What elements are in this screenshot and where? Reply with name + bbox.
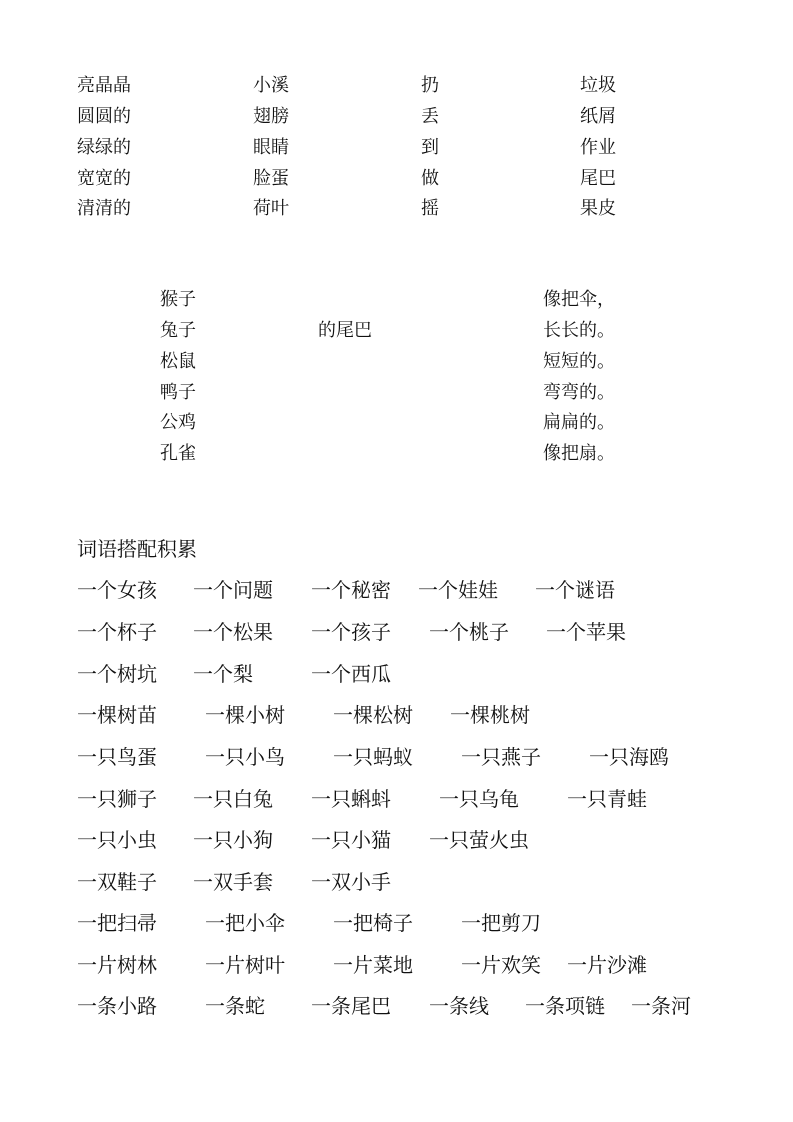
phrase: 一棵树苗 [77, 703, 157, 727]
phrase: 一把扫帚 [77, 911, 157, 935]
phrase: 一个梨 [193, 662, 253, 686]
phrase: 一片树叶 [205, 953, 285, 977]
phrase: 一把剪刀 [461, 911, 541, 935]
tail-description: 弯弯的。 [543, 382, 615, 403]
phrase: 一只蚂蚁 [333, 745, 413, 769]
noun-word: 眼睛 [253, 137, 289, 158]
phrase: 一把椅子 [333, 911, 413, 935]
phrase: 一片沙滩 [567, 953, 647, 977]
phrase: 一个苹果 [546, 620, 626, 644]
phrase: 一只小狗 [193, 828, 273, 852]
phrase: 一个桃子 [429, 620, 509, 644]
phrase: 一只白兔 [193, 787, 273, 811]
adjective-word: 清清的 [77, 198, 131, 219]
phrase: 一个杯子 [77, 620, 157, 644]
tail-description: 像把伞， [543, 289, 615, 310]
adjective-word: 绿绿的 [77, 137, 131, 158]
object-word: 尾巴 [580, 168, 616, 189]
tail-description: 长长的。 [543, 320, 615, 341]
adjective-word: 亮晶晶 [77, 75, 131, 96]
object-word: 作业 [580, 137, 616, 158]
tail-label: 的尾巴 [318, 320, 372, 341]
object-word: 果皮 [580, 198, 616, 219]
phrase: 一个女孩 [77, 578, 157, 602]
phrase: 一只蝌蚪 [311, 787, 391, 811]
phrase: 一片菜地 [333, 953, 413, 977]
phrase: 一只小虫 [77, 828, 157, 852]
verb-word: 摇 [421, 198, 439, 219]
verb-word: 到 [421, 137, 439, 158]
noun-word: 脸蛋 [253, 168, 289, 189]
section-title: 词语搭配积累 [77, 537, 197, 561]
tail-description: 扁扁的。 [543, 412, 615, 433]
phrase: 一双鞋子 [77, 870, 157, 894]
verb-word: 做 [421, 168, 439, 189]
phrase: 一条项链 [525, 994, 605, 1018]
tail-description: 短短的。 [543, 351, 615, 372]
phrase: 一棵松树 [333, 703, 413, 727]
phrase: 一个秘密 [311, 578, 391, 602]
phrase: 一只小猫 [311, 828, 391, 852]
adjective-word: 宽宽的 [77, 168, 131, 189]
adjective-word: 圆圆的 [77, 106, 131, 127]
tail-description: 像把扇。 [543, 443, 615, 464]
verb-word: 丢 [421, 106, 439, 127]
phrase: 一个树坑 [77, 662, 157, 686]
phrase: 一只乌龟 [439, 787, 519, 811]
phrase: 一棵小树 [205, 703, 285, 727]
verb-word: 扔 [421, 75, 439, 96]
phrase: 一个谜语 [535, 578, 615, 602]
animal-name: 孔雀 [160, 443, 196, 464]
phrase: 一只萤火虫 [429, 828, 529, 852]
phrase: 一条河 [631, 994, 691, 1018]
phrase: 一只燕子 [461, 745, 541, 769]
animal-name: 公鸡 [160, 412, 196, 433]
phrase: 一只鸟蛋 [77, 745, 157, 769]
phrase: 一条尾巴 [311, 994, 391, 1018]
animal-name: 兔子 [160, 320, 196, 341]
phrase: 一只小鸟 [205, 745, 285, 769]
phrase: 一条小路 [77, 994, 157, 1018]
phrase: 一个孩子 [311, 620, 391, 644]
phrase: 一把小伞 [205, 911, 285, 935]
phrase: 一个西瓜 [311, 662, 391, 686]
phrase: 一个娃娃 [418, 578, 498, 602]
phrase: 一棵桃树 [450, 703, 530, 727]
object-word: 垃圾 [580, 75, 616, 96]
noun-word: 小溪 [253, 75, 289, 96]
phrase: 一条蛇 [205, 994, 265, 1018]
phrase: 一双手套 [193, 870, 273, 894]
phrase: 一只青蛙 [567, 787, 647, 811]
animal-name: 鸭子 [160, 382, 196, 403]
phrase: 一只狮子 [77, 787, 157, 811]
phrase: 一片树林 [77, 953, 157, 977]
phrase: 一只海鸥 [589, 745, 669, 769]
phrase: 一双小手 [311, 870, 391, 894]
phrase: 一片欢笑 [461, 953, 541, 977]
animal-name: 猴子 [160, 289, 196, 310]
object-word: 纸屑 [580, 106, 616, 127]
noun-word: 翅膀 [253, 106, 289, 127]
animal-name: 松鼠 [160, 351, 196, 372]
phrase: 一条线 [429, 994, 489, 1018]
phrase: 一个问题 [193, 578, 273, 602]
phrase: 一个松果 [193, 620, 273, 644]
noun-word: 荷叶 [253, 198, 289, 219]
